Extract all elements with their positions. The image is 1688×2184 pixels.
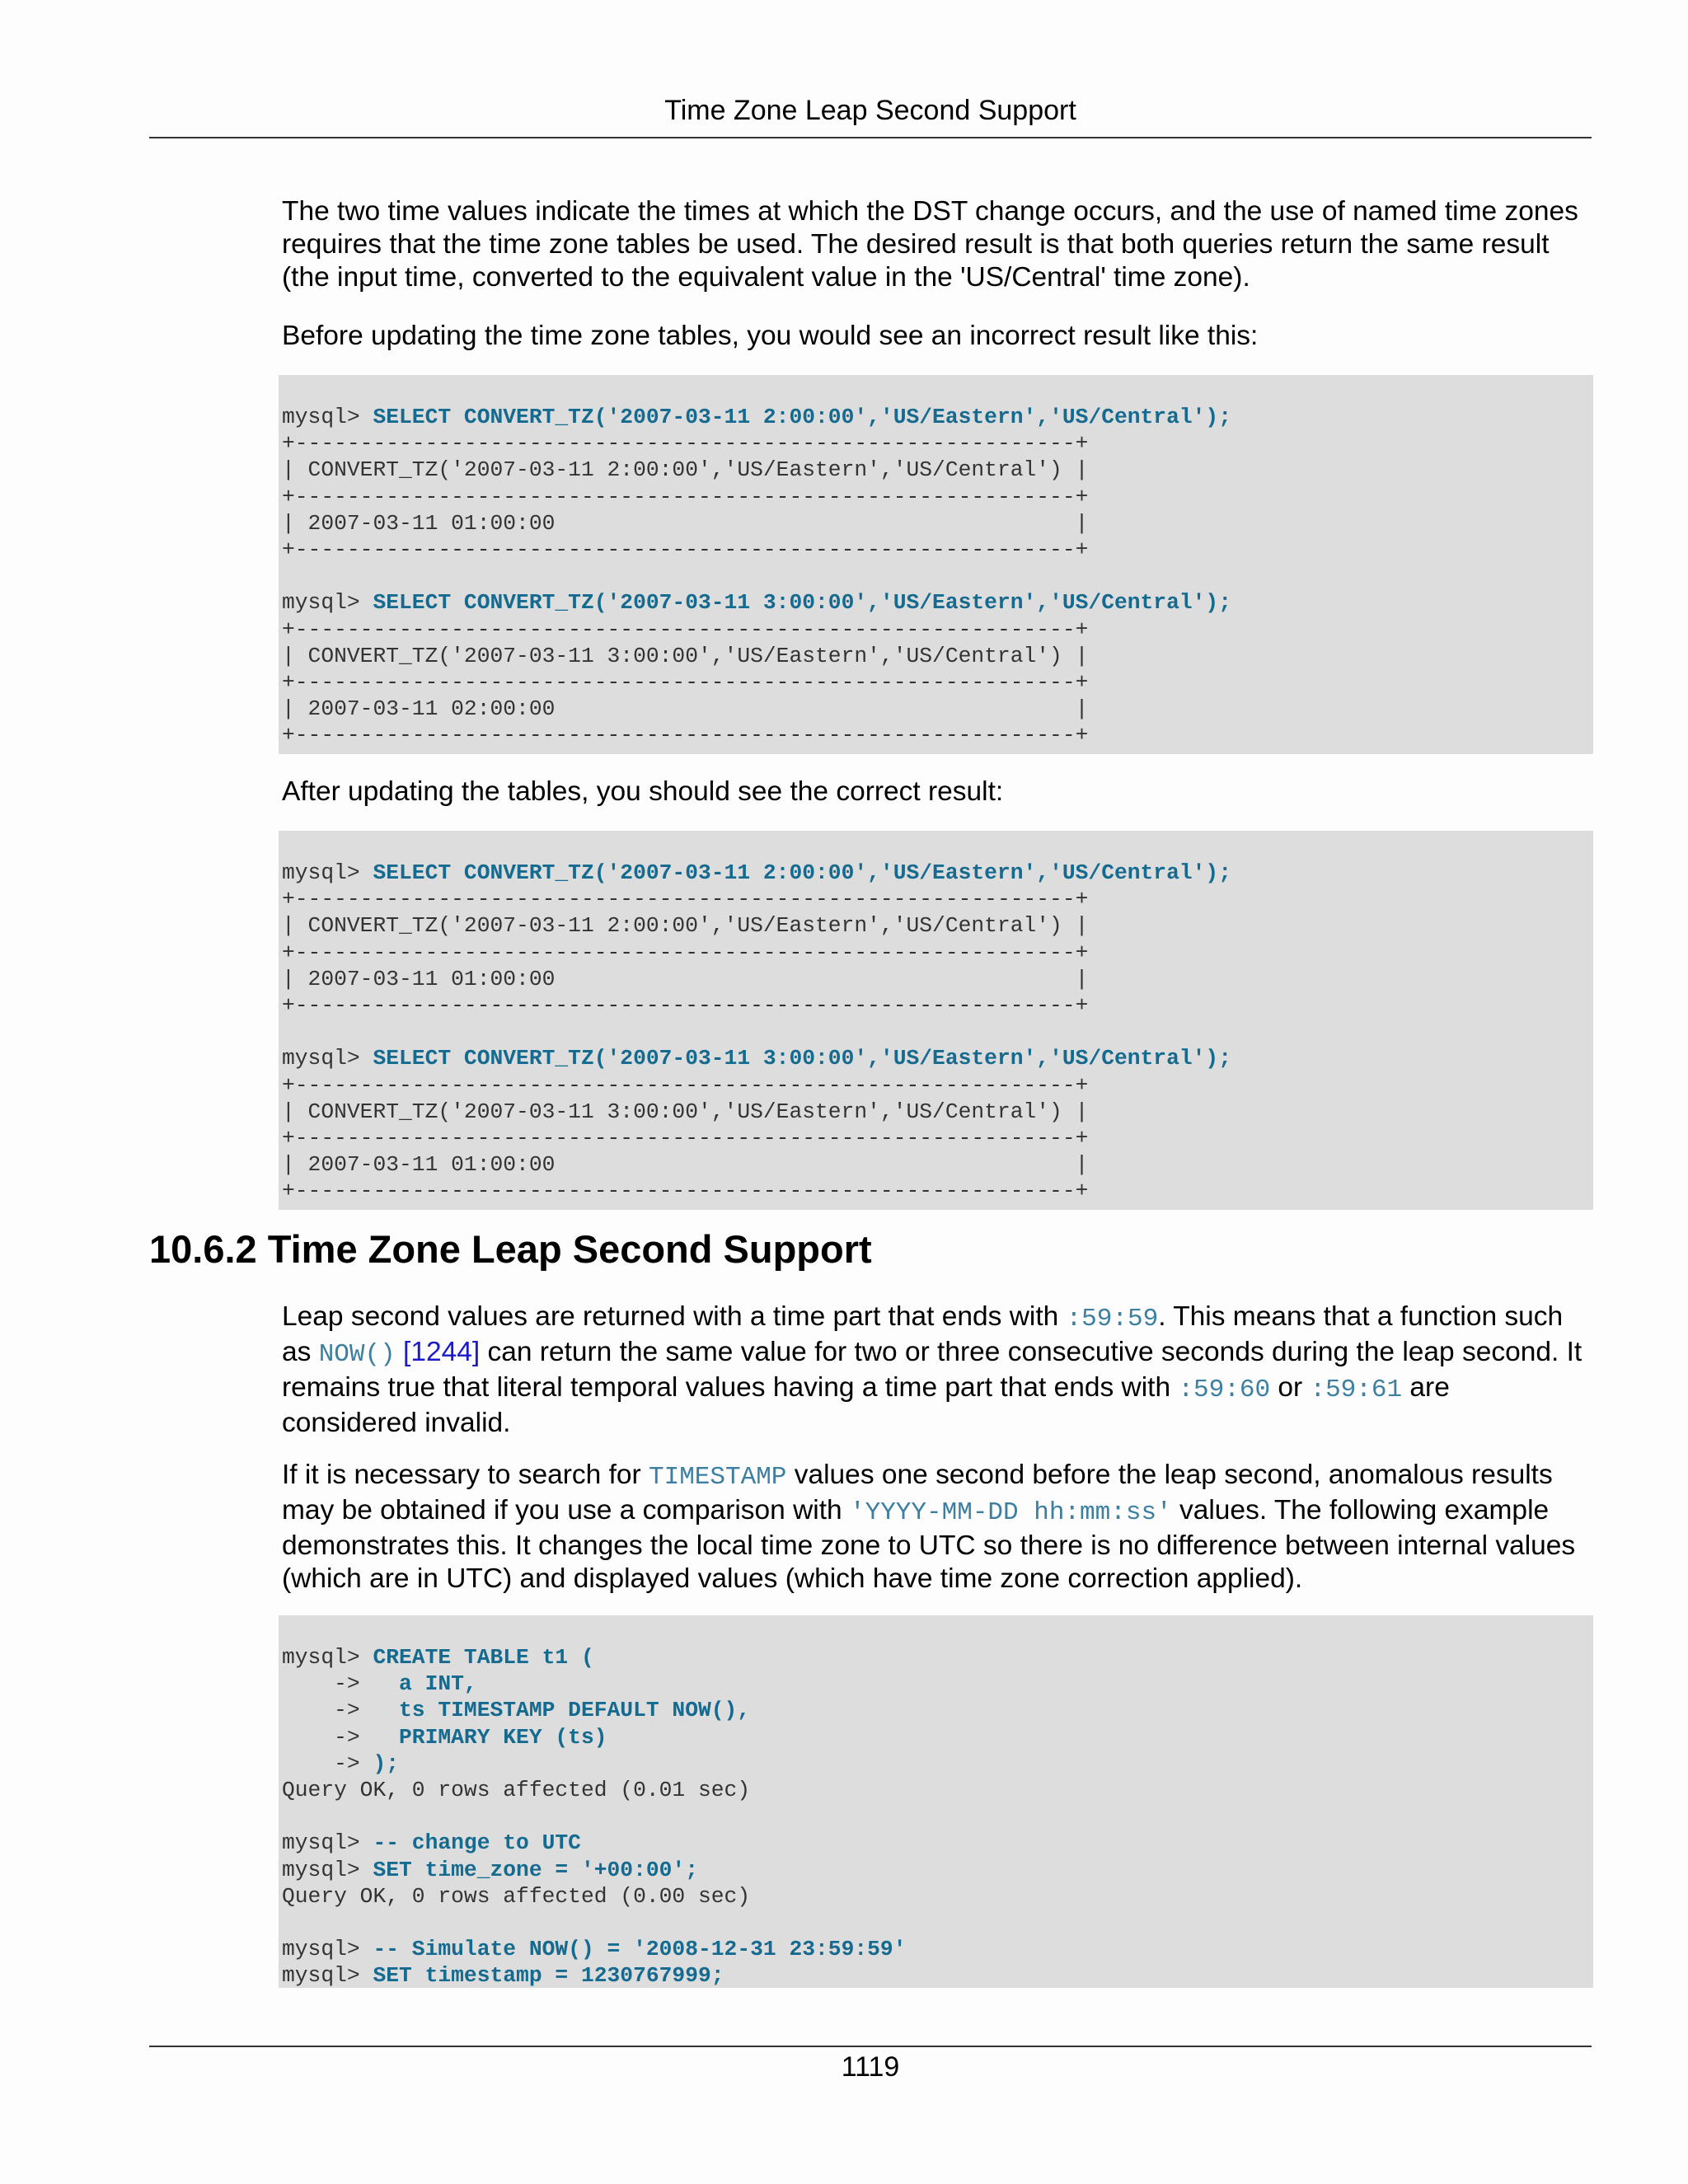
function-link[interactable]: NOW() [318, 1340, 396, 1369]
code-prompt: -> [282, 1671, 400, 1697]
code-listing [282, 860, 1590, 1205]
running-header: Time Zone Leap Second Support [664, 95, 1076, 126]
code-prompt: -> [282, 1698, 400, 1723]
code-command: CREATE TABLE t1 ( [373, 1645, 594, 1670]
intro-paragraph-3: After updating the tables, you should see the correct result: [282, 776, 1004, 807]
code-line: +------------------------------------------------------------+ [282, 431, 1089, 457]
code-line: +------------------------------------------------------------+ [282, 1126, 1089, 1151]
leap-paragraph-2: If it is necessary to search for TIMESTAMP values one second before the leap second, anomalous results may be obtained if you use a comparison with 'YYYY-MM-DD hh:mm:ss' values. The following example demonstrates this. It changes the local time zone to UTC so there is no difference between internal values (which are in UTC) and displayed values (which have time zone correction applied). [282, 1460, 1576, 1594]
inline-code: :59:59 [1066, 1305, 1159, 1333]
code-command: SET timestamp = 1230767999; [373, 1963, 724, 1988]
inline-code: 'YYYY-MM-DD hh:mm:ss' [850, 1498, 1172, 1527]
code-line [282, 1725, 607, 1750]
code-line: | CONVERT_TZ('2007-03-11 3:00:00','US/Eastern','US/Central') | [282, 643, 1089, 668]
code-prompt: mysql> [282, 1937, 373, 1962]
code-line [282, 405, 1231, 429]
code-command: SET time_zone = '+00:00'; [373, 1857, 698, 1882]
code-listing [282, 404, 1590, 749]
timestamp-type-link[interactable]: TIMESTAMP [648, 1463, 787, 1492]
code-line [282, 1858, 698, 1882]
code-command: a INT, [399, 1671, 477, 1697]
inline-code: :59:60 [1178, 1376, 1271, 1404]
intro-paragraph-2: Before updating the time zone tables, you would see an incorrect result like this: [282, 321, 1259, 351]
code-line: | 2007-03-11 02:00:00 | [282, 696, 1089, 722]
code-prompt: -> [282, 1724, 400, 1750]
code-line: Query OK, 0 rows affected (0.00 sec) [282, 1883, 751, 1909]
code-line [282, 1830, 581, 1855]
code-line: +------------------------------------------------------------+ [282, 887, 1089, 912]
code-line: | CONVERT_TZ('2007-03-11 2:00:00','US/Eastern','US/Central') | [282, 913, 1089, 939]
code-block-leap [279, 1615, 1593, 1988]
code-line: Query OK, 0 rows affected (0.01 sec) [282, 1778, 751, 1803]
code-line: +------------------------------------------------------------+ [282, 993, 1089, 1019]
code-line: +------------------------------------------------------------+ [282, 484, 1089, 509]
code-line: +------------------------------------------------------------+ [282, 537, 1089, 563]
code-line: | 2007-03-11 01:00:00 | [282, 1152, 1089, 1178]
code-line [282, 1671, 477, 1696]
code-prompt: mysql> [282, 1046, 373, 1071]
intro-paragraph-1: The two time values indicate the times at which the DST change occurs, and the use of named time zones requires that the time zone tables be used. The desired result is that both queries return the same result (the input time, converted to the equivalent value in the 'US/Central' time zone). [282, 196, 1578, 293]
code-prompt: mysql> [282, 1857, 373, 1882]
inline-code: :59:61 [1310, 1376, 1403, 1404]
footer-divider [149, 2046, 1592, 2047]
code-command: -- change to UTC [373, 1830, 581, 1856]
code-command: SELECT CONVERT_TZ('2007-03-11 2:00:00','US/Eastern','US/Central'); [373, 405, 1231, 429]
code-command: SELECT CONVERT_TZ('2007-03-11 2:00:00','US/Eastern','US/Central'); [373, 860, 1231, 885]
code-line: +------------------------------------------------------------+ [282, 940, 1089, 965]
code-command: SELECT CONVERT_TZ('2007-03-11 3:00:00','US/Eastern','US/Central'); [373, 590, 1231, 616]
code-prompt: mysql> [282, 860, 373, 885]
code-command: ); [373, 1750, 400, 1776]
code-command: -- Simulate NOW() = '2008-12-31 23:59:59' [373, 1937, 907, 1962]
code-line [282, 590, 1231, 615]
code-line [282, 1937, 906, 1961]
code-line [282, 1698, 750, 1722]
code-listing [282, 1644, 1590, 1988]
code-line: | CONVERT_TZ('2007-03-11 3:00:00','US/Eastern','US/Central') | [282, 1099, 1089, 1124]
code-block-after [279, 831, 1593, 1210]
code-line: | 2007-03-11 01:00:00 | [282, 510, 1089, 536]
header-divider [149, 137, 1592, 138]
code-line [282, 1645, 594, 1670]
section-heading: 10.6.2 Time Zone Leap Second Support [149, 1227, 872, 1271]
code-line [282, 860, 1231, 885]
code-line: +------------------------------------------------------------+ [282, 723, 1089, 748]
code-command: SELECT CONVERT_TZ('2007-03-11 3:00:00','US/Eastern','US/Central'); [373, 1046, 1231, 1071]
code-line: +------------------------------------------------------------+ [282, 670, 1089, 696]
code-line [282, 1751, 399, 1776]
page-number: 1119 [841, 2051, 900, 2083]
code-prompt: mysql> [282, 1830, 373, 1856]
code-command: ts TIMESTAMP DEFAULT NOW(), [399, 1698, 751, 1723]
code-prompt: mysql> [282, 1645, 373, 1670]
page-reference-link[interactable]: [1244] [403, 1337, 481, 1367]
code-block-before [279, 375, 1593, 754]
code-line [282, 1046, 1231, 1071]
code-prompt: mysql> [282, 1963, 373, 1988]
code-prompt: -> [282, 1750, 373, 1776]
code-prompt: mysql> [282, 590, 373, 616]
code-line: +------------------------------------------------------------+ [282, 616, 1089, 642]
code-line: +------------------------------------------------------------+ [282, 1072, 1089, 1098]
code-line [282, 1963, 724, 1988]
code-line: | CONVERT_TZ('2007-03-11 2:00:00','US/Eastern','US/Central') | [282, 457, 1089, 483]
leap-paragraph-1: Leap second values are returned with a time part that ends with :59:59. This means that a function such as NOW() [1244] can return the same value for two or three consecutive seconds during the leap second. It remains true that literal temporal values having a time part that ends with :59:60 or :59:61 are considered invalid. [282, 1301, 1582, 1438]
code-line: | 2007-03-11 01:00:00 | [282, 966, 1089, 991]
code-prompt: mysql> [282, 405, 373, 429]
code-line: +------------------------------------------------------------+ [282, 1179, 1089, 1204]
code-command: PRIMARY KEY (ts) [399, 1724, 607, 1750]
